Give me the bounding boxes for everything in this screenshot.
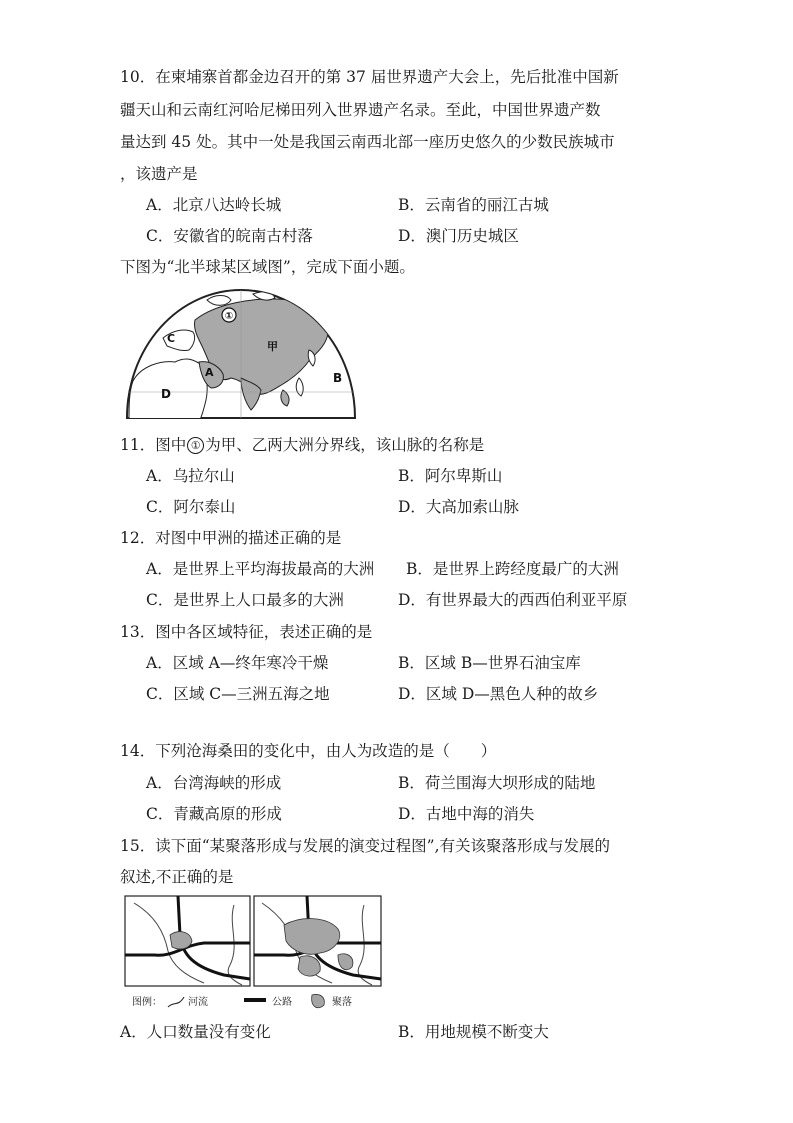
map-intro: 下图为“北半球某区域图”，完成下面小题。	[120, 258, 415, 276]
q11-option-b[interactable]: B．阿尔卑斯山	[398, 467, 503, 485]
q10-option-b[interactable]: B．云南省的丽江古城	[398, 196, 549, 214]
q13-option-b[interactable]: B．区域 B—世界石油宝库	[398, 654, 581, 672]
road-legend-icon	[244, 998, 266, 1002]
q10-line-2: 疆天山和云南红河哈尼梯田列入世界遗产名录。至此，中国世界遗产数	[120, 101, 601, 119]
q13-option-c[interactable]: C．区域 C—三洲五海之地	[146, 685, 330, 703]
q11-suffix: 为甲、乙两大洲分界线，该山脉的名称是	[205, 436, 485, 454]
q11-prefix: 11．图中	[120, 436, 187, 454]
legend-road: 公路	[272, 997, 292, 1008]
settlement-evolution-figure	[124, 895, 382, 1013]
q10-option-c[interactable]: C．安徽省的皖南古村落	[146, 227, 313, 245]
q10-option-d[interactable]: D．澳门历史城区	[398, 227, 519, 245]
map-label-c: C	[167, 332, 176, 345]
q12-option-b[interactable]: B．是世界上跨经度最广的大洲	[406, 560, 619, 578]
q10-line-4: ，该遗产是	[120, 165, 198, 183]
q13-option-d[interactable]: D．区域 D—黑色人种的故乡	[398, 685, 599, 703]
q11-option-a[interactable]: A．乌拉尔山	[146, 467, 235, 485]
settlement-legend-icon	[312, 994, 325, 1007]
map-label-a: A	[205, 366, 214, 379]
q15-option-a[interactable]: A．人口数量没有变化	[120, 1023, 271, 1041]
legend-settlement: 聚落	[332, 997, 352, 1008]
q11-option-c[interactable]: C．阿尔泰山	[146, 498, 236, 516]
q13-option-a[interactable]: A．区域 A—终年寒冷干燥	[146, 654, 329, 672]
figure-legend	[132, 994, 352, 1008]
q15-line-2: 叙述,不正确的是	[120, 868, 234, 886]
q15-line-1: 15．读下面“某聚落形成与发展的演变过程图”,有关该聚落形成与发展的	[120, 837, 611, 855]
q12-option-c[interactable]: C．是世界上人口最多的大洲	[146, 591, 344, 609]
q14-option-b[interactable]: B．荷兰围海大坝形成的陆地	[398, 774, 596, 792]
q13-stem: 13．图中各区域特征，表述正确的是	[120, 623, 373, 641]
q12-stem: 12．对图中甲洲的描述正确的是	[120, 529, 342, 547]
settlement-panel-early	[125, 896, 250, 986]
q12-option-d[interactable]: D．有世界最大的西西伯利亚平原	[398, 591, 628, 609]
q11-option-d[interactable]: D．大高加索山脉	[398, 498, 519, 516]
q14-option-c[interactable]: C．青藏高原的形成	[146, 805, 282, 823]
map-label-1: ①	[224, 311, 234, 322]
q14-option-a[interactable]: A．台湾海峡的形成	[146, 774, 282, 792]
map-label-b: B	[333, 371, 343, 385]
q10-option-a[interactable]: A．北京八达岭长城	[146, 196, 282, 214]
q12-option-a[interactable]: A．是世界上平均海拔最高的大洲	[146, 560, 375, 578]
river-legend-icon	[168, 997, 184, 1007]
q10-line-3: 量达到 45 处。其中一处是我国云南西北部一座历史悠久的少数民族城市	[120, 133, 615, 151]
legend-river: 河流	[188, 997, 208, 1008]
settlement-panel-later	[254, 896, 381, 986]
hemisphere-map-figure	[123, 286, 359, 422]
q10-line-1: 10．在柬埔寨首都金边召开的第 37 届世界遗产大会上，先后批准中国新	[120, 68, 619, 86]
q15-option-b[interactable]: B．用地规模不断变大	[398, 1023, 549, 1041]
q14-stem: 14．下列沧海桑田的变化中，由人为改造的是（ ）	[120, 742, 497, 760]
map-label-jia: 甲	[267, 340, 278, 353]
q14-option-d[interactable]: D．古地中海的消失	[398, 805, 535, 823]
legend-title: 图例：	[132, 997, 162, 1008]
q11-circled-number: ①	[187, 437, 204, 454]
map-label-d: D	[161, 387, 171, 401]
q11-stem	[120, 435, 484, 455]
